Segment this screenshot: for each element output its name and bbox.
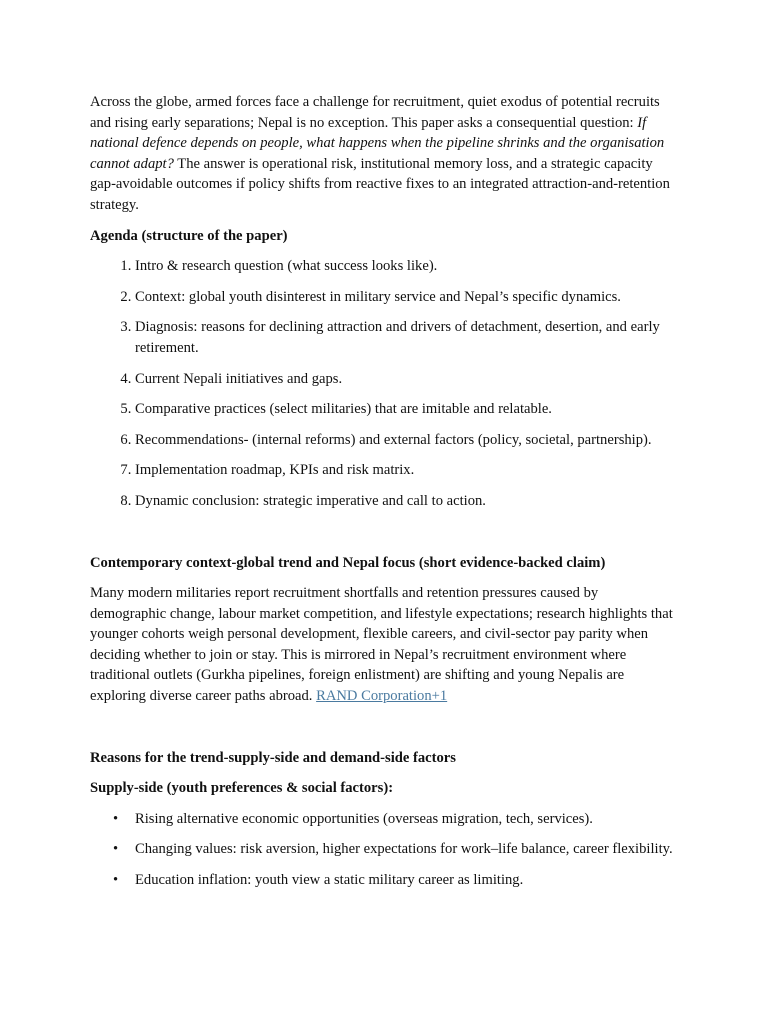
supply-side-list [90, 809, 678, 891]
agenda-item: 5. Comparative practices (select militaries) that are imitable and relatable. [135, 399, 678, 420]
agenda-heading: Agenda (structure of the paper) [90, 227, 288, 244]
supply-side-item: • Education inflation: youth view a static military career as limiting. [135, 870, 678, 891]
intro-text-part1: Across the globe, armed forces face a challenge for recruitment, quiet exodus of potential recruits and rising early separations; Nepal is no exception. This paper asks a consequential question: [90, 94, 660, 131]
agenda-item: 8. Dynamic conclusion: strategic imperative and call to action. [135, 491, 678, 512]
supply-side-heading: Supply-side (youth preferences & social factors): [90, 780, 394, 797]
intro-text-part2: The answer is operational risk, institutional memory loss, and a strategic capacity gap-avoidable outcomes if policy shifts from reactive fixes to an integrated attraction-and-retention strategy. [90, 155, 670, 213]
intro-paragraph [90, 92, 678, 216]
reasons-heading: Reasons for the trend-supply-side and demand-side factors [90, 749, 456, 766]
agenda-item: 6. Recommendations- (internal reforms) and external factors (policy, societal, partnership). [135, 430, 678, 451]
supply-side-item: • Changing values: risk aversion, higher expectations for work–life balance, career flexibility. [135, 839, 678, 860]
agenda-item: 4. Current Nepali initiatives and gaps. [135, 369, 678, 390]
agenda-list [90, 256, 678, 511]
section-spacer [90, 522, 678, 553]
context-heading: Contemporary context-global trend and Nepal focus (short evidence-backed claim) [90, 554, 606, 571]
research-question: If national defence depends on people, what happens when the pipeline shrinks and the organisation cannot adapt? [90, 114, 665, 172]
supply-side-item: • Rising alternative economic opportunities (overseas migration, tech, services). [135, 809, 678, 830]
context-paragraph [90, 583, 678, 707]
agenda-item: 2. Context: global youth disinterest in military service and Nepal’s specific dynamics. [135, 287, 678, 308]
section-spacer [90, 717, 678, 748]
agenda-item: 3. Diagnosis: reasons for declining attraction and drivers of detachment, desertion, and early retirement. [135, 317, 678, 358]
context-body: Many modern militaries report recruitment shortfalls and retention pressures caused by demographic change, labour market competition, and lifestyle expectations; research highlights that younger cohorts weigh personal development, flexible careers, and civil-sector pay parity when deciding whether to join or stay. This is mirrored in Nepal’s recruitment environment where traditional outlets (Gurkha pipelines, foreign enlistment) are shifting and young Nepalis are exploring diverse career paths abroad. [90, 585, 673, 705]
citation-link[interactable]: RAND Corporation+1 [316, 688, 448, 705]
agenda-item: 1. Intro & research question (what success looks like). [135, 256, 678, 277]
agenda-item: 7. Implementation roadmap, KPIs and risk matrix. [135, 460, 678, 481]
